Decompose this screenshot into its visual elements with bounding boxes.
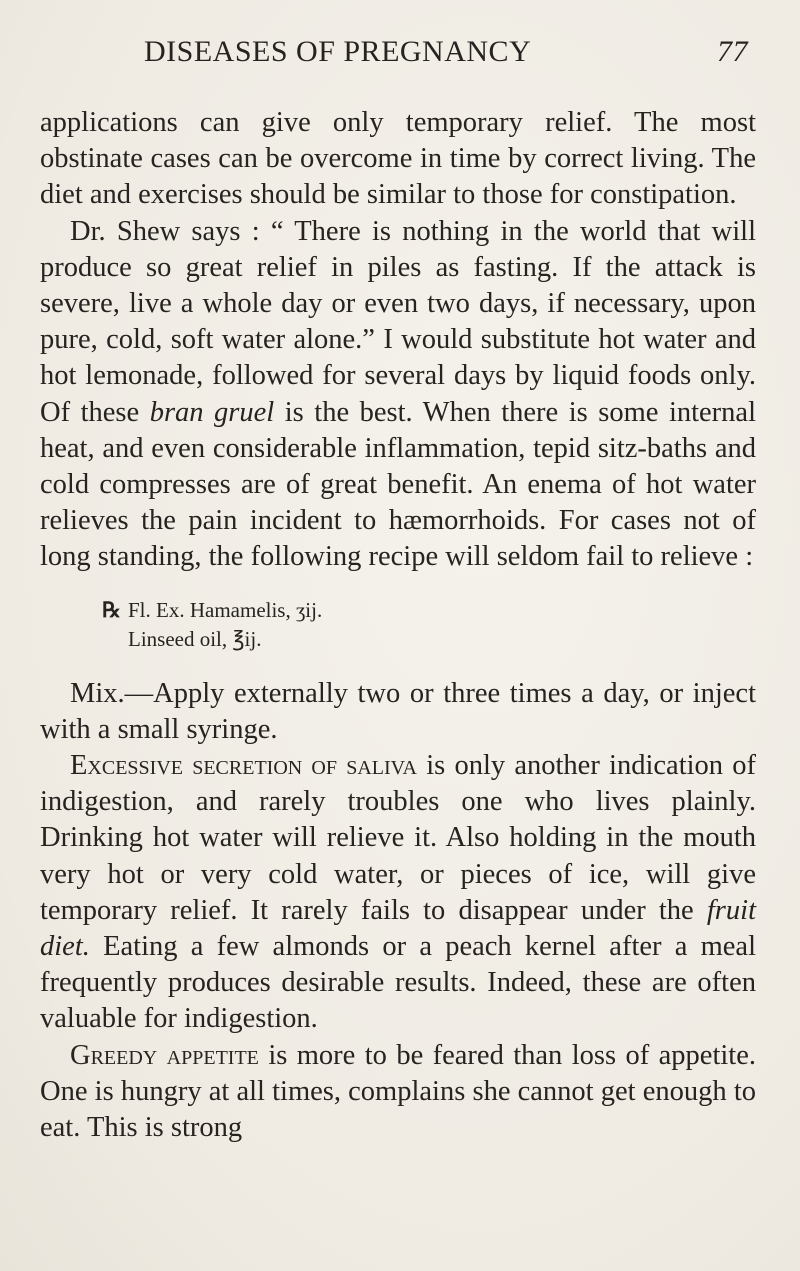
recipe-ingredient: Linseed oil, ℥ij. (128, 626, 262, 651)
chapter-title: DISEASES OF PREGNANCY (144, 35, 532, 68)
rx-symbol: ℞ (102, 597, 121, 622)
body-text (40, 105, 756, 1146)
recipe-line-2 (102, 625, 756, 654)
paragraph-text: Mix.—Apply externally two or three times a day, or inject with a small syringe. (40, 677, 756, 745)
paragraph-text: is more to be feared than loss of appetite. One is hungry at all times, complains she cannot get enough to eat. This is strong (40, 1039, 756, 1144)
emphasis-fruit-diet: fruit diet. (40, 894, 756, 963)
recipe-line-1 (102, 596, 756, 625)
paragraph-mix (40, 676, 756, 748)
paragraph-appetite (40, 1038, 756, 1147)
paragraph-text: applications can give only temporary relief. The most obstinate cases can be overcome in time by correct living. The diet and exercises should be similar to those for constipation. (40, 107, 756, 211)
paragraph-saliva (40, 748, 756, 1038)
paragraph-continuation (40, 105, 756, 214)
recipe-ingredient: Fl. Ex. Hamamelis, ʒij. (128, 597, 323, 622)
recipe-block (40, 596, 756, 654)
running-header (144, 30, 748, 74)
paragraph-text: is only another indication of indigestion, and rarely troubles one who lives plainly. Drinking hot water will relieve it. Also holding in the mouth very hot or very cold water, or pieces of ice, will give temporary relief. It rarely fails to disappear under the (40, 750, 757, 926)
paragraph-text: is the best. When there is some internal heat, and even considerable inflammation, tepid sitz-baths and cold compresses are of great benefit. An enema of hot water relieves the pain incident to hæmorrhoids. For cases not of long standing, the following recipe will seldom fail to relieve : (40, 396, 756, 573)
section-heading-saliva: Excessive secretion of saliva (70, 750, 417, 782)
paragraph-shew-quote (40, 214, 756, 576)
section-heading-appetite: Greedy appetite (70, 1039, 259, 1071)
page-number: 77 (717, 35, 748, 68)
paragraph-text: Dr. Shew says : “ There is nothing in the world that will produce so great relief in piles as fasting. If the attack is severe, live a whole day or even two days, if necessary, upon pure, cold, soft water alone.” I would substitute hot water and hot lemonade, followed for several days by liquid foods only. Of these (40, 215, 756, 428)
emphasis-bran-gruel: bran gruel (149, 396, 275, 428)
paragraph-text: Eating a few almonds or a peach kernel after a meal frequently produces desirable results. Indeed, these are often valuable for indigestion. (40, 931, 756, 1035)
